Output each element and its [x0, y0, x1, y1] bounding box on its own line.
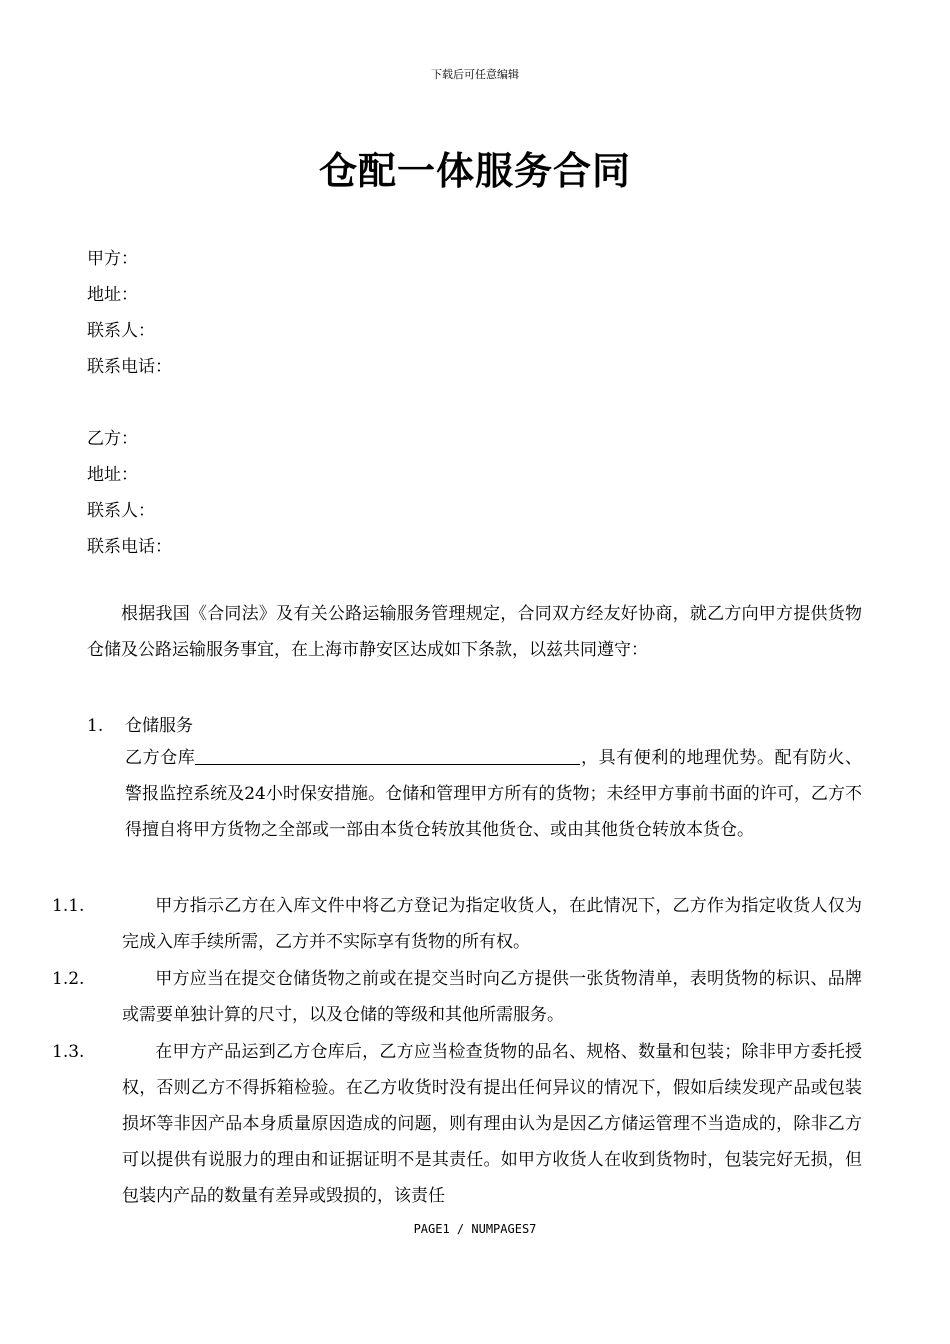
intro-paragraph: 根据我国《合同法》及有关公路运输服务管理规定，合同双方经友好协商，就乙方向甲方提供货物仓储及公路运输服务事宜，在上海市静安区达成如下条款，以兹共同遵守： [87, 604, 862, 660]
party-a-name-label: 甲方： [87, 249, 138, 269]
clause-text: 在甲方产品运到乙方仓库后，乙方应当检查货物的品名、规格、数量和包装；除非甲方委托授权，否则乙方不得拆箱检验。在乙方收货时没有提出任何异议的情况下，假如后续发现产品或包装损坏等非因产品本身质量原因造成的问题，则有理由认为是因乙方储运管理不当造成的，除非乙方可以提供有说服力的理由和证据证明不是其责任。如甲方收货人在收到货物时，包装完好无损，但包装内产品的数量有差异或毁损的，该责任 [122, 1042, 862, 1206]
section-1-heading [87, 711, 193, 736]
warehouse-address-blank [195, 744, 580, 765]
warehouse-label: 乙方仓库 [125, 748, 196, 768]
clause-number: 1.2. [52, 969, 85, 989]
clause-1-2 [52, 961, 862, 1033]
party-a-phone-label: 联系电话： [87, 357, 172, 377]
clause-number: 1.1. [52, 896, 85, 916]
party-b-name-label: 乙方： [87, 429, 138, 449]
clause-number: 1.3. [52, 1042, 85, 1062]
page-footer: PAGE1 / NUMPAGES7 [413, 1222, 537, 1236]
clause-text: 甲方应当在提交仓储货物之前或在提交当时向乙方提供一张货物清单，表明货物的标识、品牌或需要单独计算的尺寸，以及仓储的等级和其他所需服务。 [122, 969, 862, 1025]
party-b-contact-label: 联系人： [87, 501, 155, 521]
section-1-body [125, 740, 862, 848]
header-note: 下载后可任意编辑 [431, 68, 519, 81]
party-b-address-label: 地址： [87, 465, 138, 485]
clause-text: 甲方指示乙方在入库文件中将乙方登记为指定收货人，在此情况下，乙方作为指定收货人仅为完成入库手续所需，乙方并不实际享有货物的所有权。 [122, 896, 862, 952]
page-title: 仓配一体服务合同 [318, 148, 631, 193]
party-a-contact-label: 联系人： [87, 321, 155, 341]
party-b-phone-label: 联系电话： [87, 537, 172, 557]
party-a-address-label: 地址： [87, 285, 138, 305]
section-1-body-text: ，具有便利的地理优势。配有防火、警报监控系统及24小时保安措施。仓储和管理甲方所有的货物；未经甲方事前书面的许可，乙方不得擅自将甲方货物之全部或一部由本货仓转放其他货仓、或由其他货仓转放本货仓。 [125, 748, 863, 840]
section-1-title: 仓储服务 [125, 716, 193, 736]
clause-1-1 [52, 888, 862, 960]
clause-1-3 [52, 1034, 862, 1214]
section-1-number: 1. [87, 716, 104, 736]
